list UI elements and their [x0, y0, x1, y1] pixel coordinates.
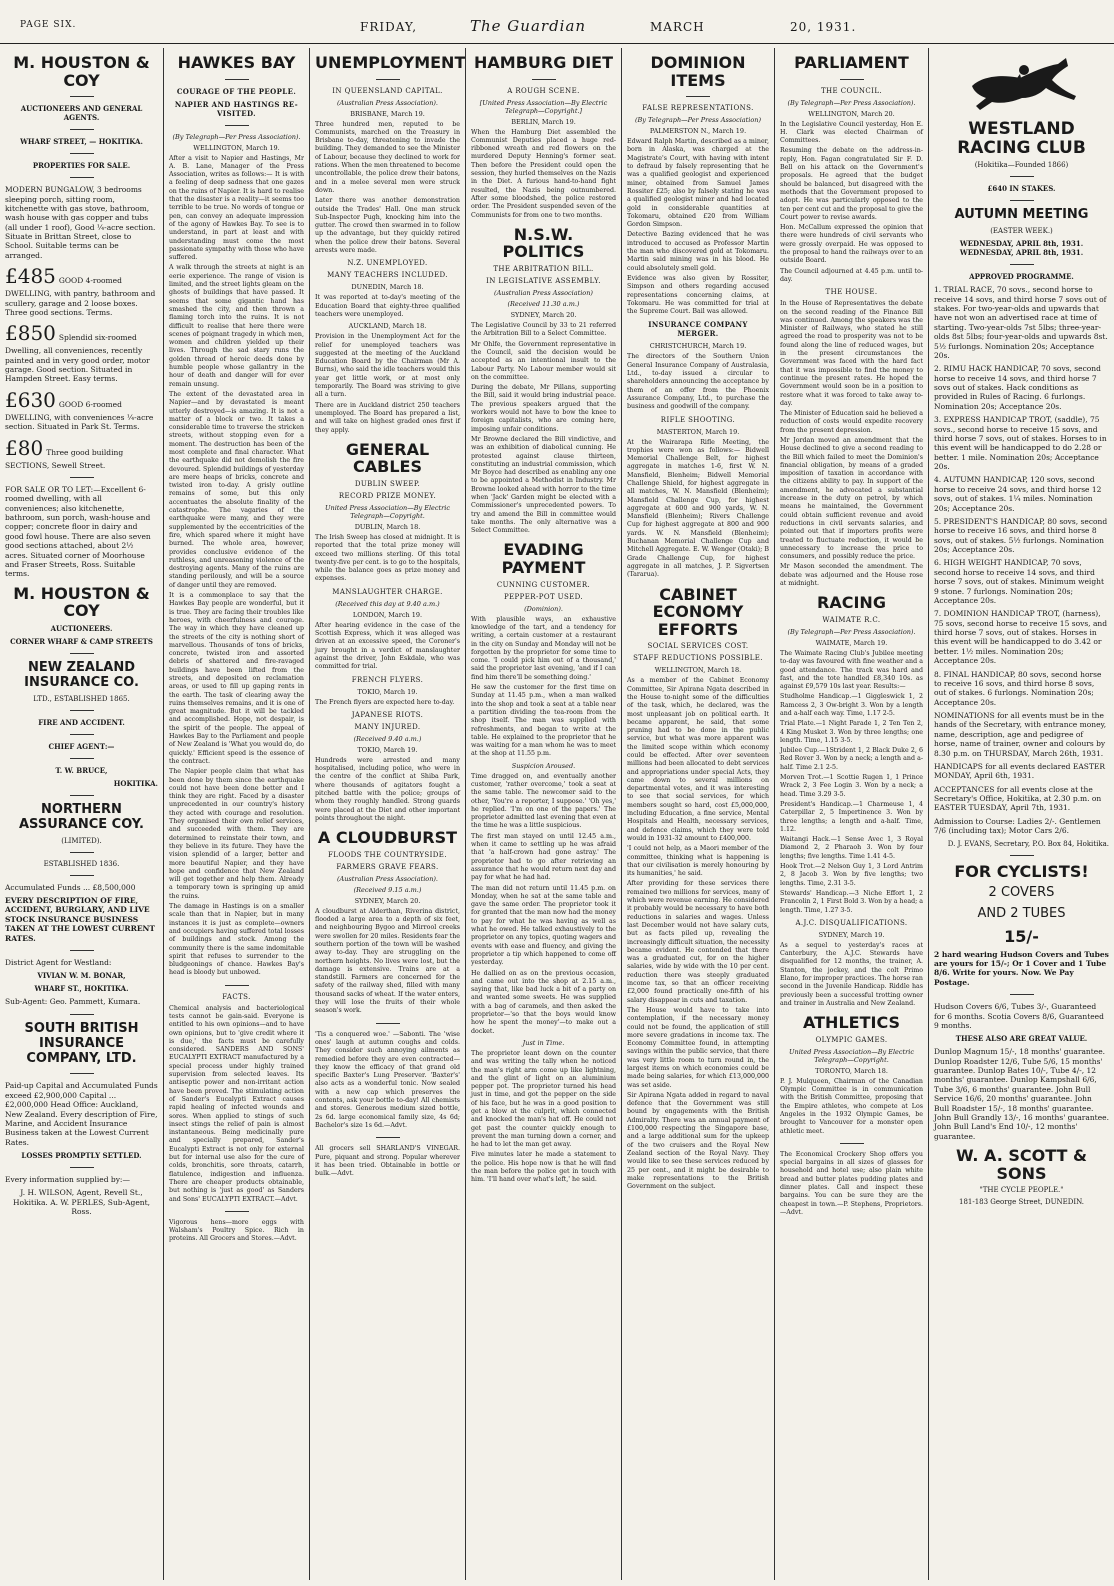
- article-paragraph: Three hundred men, reputed to be Communists, marched on the Treasury in Brisbane to-day, threatening to invade the building. They demanded to see the Minister of Labour, because they declined to work for rations. When the men threatened to become uncontrollable, the police drew their batons, and in a melee several men were struck down.: [315, 120, 461, 194]
- masthead-date: 20, 1931.: [790, 20, 857, 34]
- article-subhead: OLYMPIC GAMES.: [815, 1035, 888, 1044]
- advert-heading: FOR CYCLISTS!: [954, 861, 1089, 881]
- article-paragraph: When the Hamburg Diet assembled the Communist Deputies placed a huge red-ribboned wreath and red flowers on the murdered Deputy Henning's former seat. Then before the President could open the session, they hurled themselves on the Nazis in the Diet. A furious hand-to-hand fight resulted, the Nazis being outnumbered. After some bloodshed, the police restored order. The President suspended seven of the Communists for from one to two months.: [471, 128, 616, 219]
- advert-text: APPROVED PROGRAMME.: [969, 272, 1074, 282]
- column-hamburg-diet: [466, 48, 621, 1580]
- advert-heading: NEW ZEALAND INSURANCE CO.: [24, 659, 139, 690]
- article-subhead: FRENCH FLYERS.: [351, 675, 424, 684]
- column-parliament: [775, 48, 928, 1580]
- advert-text: FIRE AND ACCIDENT.: [38, 717, 125, 727]
- advert-text: HANDICAPS for all events declared EASTER MONDAY, April 6th, 1931.: [934, 761, 1105, 781]
- article-paragraph: He saw the customer for the first time on Sunday at 11.45 p.m., when a man walked into the shop and took a seat at a table near a partition dividing the tea-room from the shop itself. The man was supplied with refreshments, and began to write at the table. He explained to the proprietor that he was waiting for a man whom he was to meet at the shop at 11.55 p.m.: [471, 684, 616, 758]
- column-dominion-items: [622, 48, 774, 1580]
- advert-text: CORNER WHARF & CAMP STREETS: [10, 636, 153, 646]
- article-headline: ATHLETICS: [803, 1013, 900, 1033]
- article-paragraph: The House would have to take into contemplation, if the necessary money could not be found, the application of still more severe gradations in income tax. The Economy Committee found, in attempting savings within the public service, that there was very little room to turn round in, the largest items on which economies could be made being salaries, for which £13,000,000 was set aside.: [627, 1006, 769, 1089]
- advert-text: 2 hard wearing Hudson Covers and Tubes are yours for 15/-; Or 1 Cover and 1 Tube 8/6. Write for yours. Now. We Pay Postage.: [934, 949, 1109, 987]
- advert-text: T. W. BRUCE,: [55, 765, 108, 775]
- article-paragraph: During the debate, Mr Pillans, supporting the Bill, said it would bring industrial peace. The previous speakers argued that the workers would not have to bow the knee to foreign capitalists, who are coming here, imposing unfair conditions.: [471, 384, 616, 433]
- article-paragraph: 'I could not help, as a Maori member of the committee, thinking what is happening is that our civilisation is merely honouring by its humanities,' he said.: [627, 845, 769, 878]
- advert-text: Admission to Course: Ladies 2/-. Gentlemen 7/6 (including tax); Motor Cars 2/6.: [934, 816, 1101, 836]
- article-paragraph: All grocers sell SHARLAND'S VINEGAR. Pure, piquant and strong. Popular wherever it has been tried. Obtainable in bottle or bulk.—Advt.: [315, 1145, 460, 1178]
- article-subhead: Just in Time.: [522, 1038, 565, 1047]
- article-subhead: FACTS.: [222, 992, 251, 1001]
- article-dateline: SYDNEY, March 20.: [354, 896, 421, 905]
- article-paragraph: With plausible ways, an exhaustive knowledge of the tart, and a tendency for writing, a certain customer at a restaurant in the city on Sunday and Monday will not be forgotten by the proprietor for some time to come. 'I could pick him out of a thousand,' said the proprietor last evening, 'and if I can find him there'll be something doing.': [471, 615, 616, 681]
- article-paragraph: A walk through the streets at night is an eerie experience. The range of vision is limited, and the street lights gleam on the ghosts of buildings that have passed. It seems that some gigantic hand has smashed the city, and then thrown a flaming torch into the ruins. It is not difficult to realise that here there were scenes of poignant tragedy in which men, women and children yielded up their lives. Through the sad stary runs the golden thread of heroic deeds done by humble people whose gallantry in the hour of death and danger will for ever remain unsung.: [169, 264, 304, 388]
- race-entry: 1. TRIAL RACE, 70 sovs., second horse to receive 14 sovs, and third horse 7 sovs out of stakes. For two-year-olds and upwards that have not won an advertised race at time of starting. Two-year-olds 7st 5lbs; three-year-olds 8st 5lbs; four-year-olds and upwards 8st. 5½ furlongs. Nomination 20s; Acceptance 20s.: [934, 285, 1108, 360]
- article-headline: UNEMPLOYMENT: [315, 53, 465, 72]
- advert-text: Paid-up Capital and Accumulated Funds exceed £2,900,000 Capital ... £2,000,000 Head Office: Auckland, New Zealand. Every description of Fire, Marine, and Accident Insurance Business taken at the Lowest Current Rates.: [5, 1081, 158, 1147]
- article-paragraph: Mr Ohlfe, the Government representative in the Council, said the decision would be accepted as an intentional insult to the Labour Party. No Labour member would sit on the committee.: [471, 340, 616, 381]
- advert-heading: M. HOUSTON & COY: [13, 583, 150, 621]
- advert-text: PROPERTIES FOR SALE.: [32, 161, 131, 171]
- article-credit: (Australian Press Association).: [337, 874, 438, 883]
- article-subhead: Suspicion Aroused.: [511, 761, 576, 770]
- article-paragraph: Waitangi Hack.—1 Sense Avec 1, 3 Royal Diamond 2, 2 Pharaoh 3. Won by four lengths; five lengths. Time 1.41 4-5.: [780, 836, 923, 860]
- advert-heading: W. A. SCOTT & SONS: [956, 1146, 1087, 1183]
- advert-text: Three good building SECTIONS, Sewell Street.: [5, 447, 124, 470]
- article-paragraph: 'Tis a conquered woe.' —Sabonti. The 'wise ones' laugh at autumn coughs and colds. They consider such annoying ailments as remedied before they are even contracted—they know the efficacy of that grand old specific Baxter's Lung Preserver. 'Baxter's' also acts as a wonderful tonic. Now sealed with a new cap which preserves the contents, ask your bottle to-day! All chemists and stores. Generous medium sized bottle, 2s 6d. large economical family size, 4s 6d; Bachelor's size 1s 6d.—Advt.: [315, 1030, 460, 1129]
- race-entry: 8. FINAL HANDICAP, 80 sovs, second horse to receive 16 sovs, and third horse 8 sovs, out of stakes. 6 furlongs. Nomination 20s; Acceptance 20s.: [934, 669, 1102, 707]
- article-dateline: TOKIO, March 19.: [357, 745, 418, 754]
- article-paragraph: Mr Mason seconded the amendment. The debate was adjourned and the House rose at midnight.: [780, 563, 923, 588]
- advert-text: ESTABLISHED 1836.: [43, 859, 120, 868]
- article-subhead: JAPANESE RIOTS.: [351, 710, 424, 719]
- article-dateline: WELLINGTON, March 19.: [193, 143, 280, 152]
- article-headline: CABINET ECONOMY EFFORTS: [652, 584, 744, 639]
- advert-text: GOOD 4-roomed DWELLING, with pantry, bathroom and scullery, garage and 2 loose boxes. Three good sections. Terms.: [5, 276, 156, 317]
- article-dateline: BERLIN, March 19.: [511, 117, 576, 126]
- article-paragraph: The extent of the devastated area in Napier—and by devastated is meant utterly destroyed—is amazing. It is not a matter of a block or two. It takes a considerable time to traverse the stricken streets, without stopping even for a moment. The destruction has been of the most complete and final character. What the earthquake did not demolish the fire devoured. Splendid buildings of yesterday are mere heaps of bricks, concrete and twisted iron to-day. A grisly outline remains of some, but this only accentuates the absolute finality of the catastrophe. The vagaries of the earthquake were many, and they were supplemented by the eccentricities of the fire, which spared where it might have burned. The whole area, however, provides conclusive evidence of the ruthless, and unreasoning violence of the destroying agents. Many of the ruins are standing perilously, and will be a source of danger until they are removed.: [169, 390, 304, 589]
- article-paragraph: After hearing evidence in the case of the Scottish Express, which it was alleged was driven at an excessive speed, the Coroner's jury brought in a verdict of manslaughter against the driver, John Eskdale, who was committed for trial.: [315, 621, 460, 671]
- article-paragraph: P. J. Mulqueen, Chairman of the Canadian Olympic Committee is in communication with the British Committee, proposing that the Empire athletes, who compete at Los Angeles in the 1932 Olympic Games, be brought to Vancouver for a monster open athletic meet.: [780, 1077, 923, 1135]
- price: £485: [5, 264, 56, 289]
- article-paragraph: In the House of Representatives the debate on the second reading of the Finance Bill was continued. Among the speakers was the Minister of Railways, who stated he still agreed the road to prosperity was not to be found along the line of reduced wages, but in the present circumstances the Government was faced with the hard fact that it was impossible to find the money to continue the present rates. He hoped the Government would soon be in a position to restore what it was forced to take away to-day.: [780, 300, 923, 407]
- article-subhead: IN QUEENSLAND CAPITAL.: [332, 86, 443, 95]
- article-paragraph: After a visit to Napier and Hastings, Mr A. B. Lane, Manager of the Press Association, writes as follows:— It is with a feeling of deep sadness that one gazes on the ruins of Napier. It is hard to realise that the disaster is a reality—it seems too terrible to be true. No words of tongue or pen, can convey an adequate impression of the agony of Hawkes Bay. To see is to understand, in part at least and with understanding must come the most passionate sympathy with those who have suffered.: [169, 154, 304, 262]
- advert-text: HOKITIKA.: [113, 778, 158, 788]
- race-entry: 5. PRESIDENT'S HANDICAP, 80 sovs, second horse to receive 16 sovs, and third horse 8 sovs, out of stakes. 5½ furlongs. Nomination 20s; Acceptance 20s.: [934, 516, 1108, 555]
- article-credit: (Received 9.15 a.m.): [353, 885, 422, 894]
- article-subhead: A.J.C. DISQUALIFICATIONS.: [795, 918, 908, 927]
- advert-text: J. H. WILSON, Agent, Revell St., Hokitika. A. W. PERLES, Sub-Agent, Ross.: [13, 1188, 150, 1217]
- advert-price: 15/-: [1004, 927, 1039, 947]
- article-paragraph: The Legislative Council by 33 to 21 referred the Arbitration Bill to a Select Committee.: [471, 322, 616, 338]
- article-subhead: NAPIER AND HASTINGS RE-VISITED.: [174, 99, 299, 118]
- article-paragraph: Chemical analysis and bacteriological tests cannot be gain-said. Everyone is entitled to his own opinions—and to have own opinions, but to 'give credit where it is due,' the facts must be carefully considered. SANDERS AND SONS' EUCALYPTI EXTRACT manufactured by a special process under highly trained supervision from selected leaves. Its antiseptic power and non-irritant action have been proved. The stimulating action of Sander's Eucalypti Extract causes rapid healing of infected wounds and sores. When applied to stings of such insect stings the relief of pain is almost instantaneous. Being medicinally pure and specially prepared, Sander's Eucalypti Extract is not only for external but for internal use also for the cure of colds, bronchitis, sore throats, catarrh, flatulence, indigestion and influenza. There are cheaper products obtainable, but nothing is 'just as good' as Sanders and Sons' EUCALYPTI EXTRACT.—Advt.: [169, 1004, 304, 1203]
- article-paragraph: The damage in Hastings is on a smaller scale than that in Napier, but in many instances it is just as complete—owners and occupiers having suffered total losses of buildings and stock. Among the community there is the same indomitable spirit that refuses to surrender to the bludgeonings of chance. Hawkes Bay's head is bloody but unbowed.: [169, 903, 304, 977]
- advert-text: CHIEF AGENT:—: [48, 741, 115, 751]
- article-paragraph: The man did not return until 11.45 p.m. on Monday, when he sat at the same table and gave the same order. The proprietor took it for granted that the man now had the money to pay for what he was having as well as what he owed. He talked exhaustively to the proprietor on any topics, quoting wagers and events with ease and fluency, and giving the proprietor a tip which happened to come off yesterday.: [471, 884, 616, 967]
- article-credit: [United Press Association—By Electric Telegraph—Copyright.]: [479, 98, 608, 115]
- article-paragraph: Jubilee Cup.—1Strident 1, 2 Black Duke 2, 6 Red Rover 3. Won by a neck; a length and a-half. Time 2.1 2-5.: [780, 747, 923, 771]
- article-subhead: A ROUGH SCENE.: [507, 86, 580, 95]
- advert-heading: WESTLAND RACING CLUB: [957, 119, 1086, 158]
- advert-heading: AUTUMN MEETING: [954, 207, 1089, 223]
- article-paragraph: The Waimate Racing Club's Jubilee meeting to-day was favoured with fine weather and a good attendance. The track was hard and fast, and the tote handled £8,340 10s. as against £9,579 10s last year. Results:—: [780, 649, 923, 691]
- article-credit: (Received 11.30 a.m.): [507, 300, 580, 309]
- article-dateline: CHRISTCHURCH, March 19.: [649, 342, 747, 351]
- advert-text: Every information supplied by:—: [5, 1175, 130, 1185]
- advert-text: (EASTER WEEK.): [990, 227, 1053, 236]
- article-credit: United Press Association—By Electric Telegraph—Copyright.: [789, 1047, 914, 1064]
- article-credit: (By Telegraph—Per Press Association): [634, 116, 761, 125]
- article-subhead: FALSE REPRESENTATIONS.: [642, 104, 754, 113]
- article-paragraph: Time dragged on, and eventually another customer, 'rather overcome,' took a seat at the same table. The newcomer said to the other, 'You're a reporter, I suppose.' 'Oh yes,' he replied. 'I'm on one of the papers.' The proprietor admitted last evening that even at the time he was a little suspicious.: [471, 772, 616, 830]
- article-subhead: MANY INJURED.: [354, 722, 421, 731]
- race-entry: 6. HIGH WEIGHT HANDICAP, 70 sovs, second horse to receive 14 sovs, and third horse 7 sovs, out of stakes. Minimum weight 9 stone. 7 furlongs. Nomination 20s; Acceptance 20s.: [934, 558, 1104, 605]
- article-subhead: SOCIAL SERVICES COST.: [647, 642, 749, 651]
- advert-text: District Agent for Westland:: [5, 957, 112, 967]
- article-paragraph: Mr Jordan moved an amendment that the House declined to give a second reading to the Bill which failed to meet the Dominion's financial obligation, by means of a graded imposition of taxation in accordance with the citizens ability to pay. In support of the amendment, he advocated a substantial increase in the duty on petrol, by which means he maintained, the Government could obtain sufficient revenue and avoid reductions in civil servants salaries, and pointed out that if importers profits were treated to fluctuate reduction, it would be unnecessary to increase the price to consumers, and possibly reduce the price.: [780, 436, 923, 561]
- race-entry: 7. DOMINION HANDICAP TROT, (harness), 75 sovs, second horse to receive 15 sovs, and third horse 7 sovs, out of stakes. Horses in this event will be handicapped to do 3.42 or better. 1½ miles. Nomination 20s; Acceptance 20s.: [934, 609, 1108, 666]
- article-paragraph: Morven Trot.—1 Scottie Rugen 1, 1 Prince Wrack 2, 3 Fee Login 3. Won by a neck; a head. Time 3.29 3-5.: [780, 774, 923, 798]
- article-paragraph: The directors of the Southern Union General Insurance Company of Australasia, Ltd., to-day issued a circular to shareholders announcing the acceptance by them of an offer from the Phoenix Assurance Company, Ltd., to purchase the business and goodwill of the company.: [627, 353, 769, 411]
- advert-heading: NORTHERN ASSURANCE COY.: [19, 801, 144, 832]
- article-subhead: MANY TEACHERS INCLUDED.: [327, 271, 448, 280]
- article-subhead: RECORD PRIZE MONEY.: [338, 491, 437, 500]
- article-subhead: N.Z. UNEMPLOYED.: [347, 259, 428, 268]
- article-dateline: MASTERTON, March 19.: [656, 427, 740, 436]
- article-dateline: TOKIO, March 19.: [357, 687, 418, 696]
- article-subhead: INSURANCE COMPANY MERGER.: [648, 320, 748, 339]
- article-paragraph: Studholme Handicap.—1 Giggleswick 1, 2 Ramcess 2, 3 Ow-bright 3. Won by a length and a-half each way. Time, 1.17 2-5.: [780, 693, 923, 717]
- article-paragraph: Resuming the debate on the address-in-reply, Hon. Fagan congratulated Sir F. D. Bell on his attack on the Government's proposals. He agreed that the budget should be balanced, but disagreed with the methods that the Government proposed to adopt. He was particularly opposed to the ten per cent cut and the proposal to give the Court power to revise awards.: [780, 147, 923, 221]
- advert-text: GOOD 6-roomed DWELLING, with conveniences ¼-acre section. Situated in Park St. Terms.: [5, 399, 154, 432]
- article-paragraph: Five minutes later he made a statement to the police. His hope now is that he will find the man before the police get in touch with him. 'I'll hand over what's left,' he said.: [471, 1151, 616, 1184]
- article-headline: HAMBURG DIET: [474, 53, 613, 72]
- article-subhead: THE HOUSE.: [825, 288, 878, 297]
- article-dateline: WELLINGTON, March 18.: [654, 666, 742, 675]
- advert-text: VIVIAN W. M. BONAR,: [37, 971, 126, 981]
- article-paragraph: The Minister of Education said he believed a reduction of costs would expedite recovery from the present depression.: [780, 410, 923, 434]
- article-paragraph: The Economical Crockery Shop offers you special bargains in all sizes of glasses for household and hotel use; also plain white bread and butter plates pudding plates and dinner plates. Call and inspect these bargains. You can be sure they are the cheapest in town.—P. Stephens, Proprietors.—Advt.: [780, 1150, 923, 1216]
- advert-text: NOMINATIONS for all events must be in the hands of the Secretary, with entrance money, name, description, age and pedigree of horse, name of trainer, owner and colours by 8.30 p.m. on THURSDAY, March 26th, 1931.: [934, 711, 1107, 758]
- article-dateline: TORONTO, March 18.: [815, 1066, 888, 1075]
- article-headline: N.S.W. POLITICS: [502, 224, 585, 262]
- article-dateline: WELLINGTON, March 20.: [808, 109, 895, 118]
- column-hawkes-bay: [164, 48, 309, 1580]
- column-racing-club: [929, 48, 1114, 1580]
- article-headline: GENERAL CABLES: [345, 439, 430, 477]
- article-credit: (By Telegraph—Per Press Association).: [787, 98, 916, 107]
- article-credit: United Press Association—By Electric Telegraph—Copyright.: [325, 503, 450, 520]
- advert-text: 181-183 George Street, DUNEDIN.: [959, 1198, 1084, 1207]
- article-paragraph: The Napier people claim that what has been done by them since the earthquake could not have been done better and I think they are right. Faced by a disaster unprecedented in our country's history they acted with courage and resolution. They organised their own relief services, and succeeded with them. They are determined to reinstate their town, and they believe in its future. They have the vision splendid of a larger, better and more beautiful Napier, and they have hope and confidence that New Zealand will get together and help them. Already a temporary town is springing up amid the ruins.: [169, 768, 304, 900]
- advert-text: MODERN BUNGALOW, 3 bedrooms sleeping porch, sitting room, kitchenette with gas stove, bathroom, wash house with gas copper and tubs (all under 1 roof), Good ¼-acre section. Situate in Brittan Street, close to School. Suitable terms can be arranged.: [5, 185, 156, 260]
- price: £80: [5, 435, 44, 460]
- article-paragraph: The French flyers are expected here to-day.: [315, 698, 455, 706]
- article-paragraph: Hon. McCallum expressed the opinion that there were hundreds of civil servants who were grossly overpaid. He was opposed to the proposal to hand the railways over to an outside Board.: [780, 224, 923, 265]
- advert-text: THESE ALSO ARE GREAT VALUE.: [955, 1034, 1088, 1044]
- article-subhead: THE COUNCIL.: [820, 86, 883, 95]
- masthead-day: FRIDAY,: [360, 20, 418, 34]
- article-paragraph: The proprietor leant down on the counter and was writing the tally when he noticed the man's right arm come up like lightning, and the glint of light on an aluminium pepper pot. The proprietor turned his head just in time, and got the pepper on the side of his face, but he was in a good position to get a blow at the culprit, which connected and knocked the man's hat off. He could not get past the counter quickly enough to prevent the man turning down a corner, and he had to let the man get away.: [471, 1049, 616, 1149]
- article-dateline: SYDNEY, March 19.: [818, 930, 885, 939]
- advert-text: Accumulated Funds ... £8,500,000: [5, 882, 136, 892]
- article-credit: (By Telegraph—Per Press Association).: [787, 627, 916, 636]
- article-dateline: DUNEDIN, March 18.: [351, 283, 424, 292]
- article-headline: EVADING PAYMENT: [501, 540, 586, 578]
- article-paragraph: Provision in the Unemployment Act for the relief for unemployed teachers was suggested at the meeting of the Auckland Education Board by the Chairman (Mr A. Burns), who said the idle teachers would this year get little work, or at most only temporarily. The Board was striving to give all a turn.: [315, 333, 460, 399]
- article-paragraph: Evidence was also given by Rossiter, Simpson and others regarding accused representations concerning claims, at Tokomaru. He was committed for trial at the Supreme Court. Bail was allowed.: [627, 274, 769, 316]
- article-credit: (Received 9.40 a.m.): [353, 734, 422, 743]
- advert-text: WHARF ST., HOKITIKA.: [34, 984, 129, 994]
- advert-text: AUCTIONEERS AND GENERAL AGENTS.: [20, 104, 143, 123]
- article-paragraph: A cloudburst at Alderthan, Riverina district, flooded a large area to a depth of six feet, and neighbouring Bygoo and Mirrool creeks were swollen for 20 miles. Residents fear the southern portion of the town will be washed away to-day. They are struggling on the northern heights. No lives were lost, but the damage is extensive. Trains are at a standstill. Farmers are concerned for the safety of the railway shed, filled with many thousand sacks of wheat. If the water enters, they will lose the fruits of their whole season's work.: [315, 907, 460, 1015]
- advert-text: LTD., ESTABLISHED 1865.: [33, 694, 130, 703]
- article-dateline: DUBLIN, March 18.: [354, 522, 421, 531]
- article-paragraph: Trial Plate.—1 Night Parade 1, 2 Ten Ten 2, 4 King Musket 3. Won by three lengths; one length. Time, 1.15 3-5.: [780, 720, 923, 744]
- advert-text: AUCTIONEERS.: [50, 623, 113, 633]
- article-credit: (Australian Press Association).: [337, 98, 438, 107]
- article-paragraph: As a sequel to yesterday's races at Canterbury, the A.J.C. Stewards have disqualified for 12 months, the trainer, A. Stanton, the jockey, and the colt Primo Elano, for improper practices. The horse ran second in the Juvenile Handicap. Riddle has previously been a successful trotting owner and trainer in Australia and New Zealand.: [780, 941, 923, 1007]
- race-entry: 2. RIMU HACK HANDICAP, 70 sovs, second horse to receive 14 sovs, and third horse 7 sovs out of stakes. Hack conditions as provided in Rules of Racing. 6 furlongs. Nomination 20s; Acceptance 20s.: [934, 364, 1101, 411]
- advert-text: D. J. EVANS, Secretary, P.O. Box 84, Hokitika.: [947, 839, 1109, 848]
- advert-heading: 2 COVERS: [988, 885, 1055, 901]
- article-subhead: WAIMATE R.C.: [822, 615, 881, 624]
- article-paragraph: The first man stayed on until 12.45 a.m., when it came to settling up he was afraid that 'a half-crown had gone astray.' The proprietor had to go after retrieving an assurance that he would return next day and pay for what he had had.: [471, 832, 616, 882]
- racehorse-illustration: [962, 52, 1082, 114]
- advert-text: (LIMITED).: [61, 836, 102, 845]
- advert-text: "THE CYCLE PEOPLE.": [979, 1186, 1064, 1195]
- advert-text: WHARF STREET, — HOKITIKA.: [20, 137, 143, 147]
- masthead: [0, 0, 1114, 44]
- race-entry: 4. AUTUMN HANDICAP, 120 sovs, second horse to receive 24 sovs, and third horse 12 sovs, out of stakes. 1¼ miles. Nomination 20s; Acceptance 20s.: [934, 475, 1102, 513]
- article-subhead: MANSLAUGHTER CHARGE.: [332, 587, 443, 596]
- article-headline: A CLOUDBURST: [317, 828, 458, 848]
- advert-text: (Hokitika—Founded 1866): [974, 161, 1069, 170]
- article-headline: HAWKES BAY: [177, 53, 296, 72]
- article-paragraph: It was reported at to-day's meeting of the Education Board that eighty-three qualified teachers were unemployed.: [315, 294, 460, 318]
- article-credit: (Dominion).: [524, 604, 563, 613]
- article-subhead: THE ARBITRATION BILL.: [493, 265, 594, 274]
- article-credit: (By Telegraph—Per Press Association).: [172, 132, 301, 141]
- article-subhead: STAFF REDUCTIONS POSSIBLE.: [633, 654, 763, 663]
- article-subhead: FLOODS THE COUNTRYSIDE.: [328, 850, 447, 859]
- article-credit: (Received this day at 9.40 a.m.): [335, 599, 440, 608]
- article-subhead: RIFLE SHOOTING.: [660, 415, 736, 424]
- article-paragraph: Edward Ralph Martin, described as a miner, born in Alaska, was charged at the Magistrate's Court, with having with intent to defraud by falsely representing that he was a qualified geologist and experienced miner, obtained from Samuel James Rossiter £25; also by falsely stating he was a qualified geologist miner and had located gold in considerable quantities at Tokomaru, obtained £20 from William Gordon Simpson.: [627, 138, 769, 229]
- article-subhead: FARMERS GRAVE FEARS.: [336, 862, 439, 871]
- article-paragraph: Vigorous hens—more eggs with Walsham's Poultry Spice. Rich in proteins. All Grocers and Stores.—Advt.: [169, 1218, 304, 1243]
- advert-text: Splendid six-roomed Dwelling, all conveniences, recently painted and in very good order, motor garage. Good section. Situated in Hampden Street. Easy terms.: [5, 333, 150, 384]
- article-paragraph: Hook Trot.—2 Nelson Guy 1, 3 Lord Antrim 2, 8 Jacob 3. Won by five lengths; two lengths. Time, 2.31 3-5.: [780, 863, 923, 887]
- advert-text: LOSSES PROMPTLY SETTLED.: [21, 1151, 142, 1161]
- price: £630: [5, 387, 56, 412]
- article-paragraph: The Council adjourned at 4.45 p.m. until to-day.: [780, 267, 923, 283]
- article-dateline: AUCKLAND, March 18.: [348, 322, 427, 331]
- article-paragraph: As a member of the Cabinet Economy Committee, Sir Apirana Ngata described in the House to-night some of the difficulties of the task, which, he declared, was the most unpleasant job on political earth. It became apparent, he said, that some pruning had to be done in the public service, but what was more apparent was the limited scope within which economy could be effected. After over seventeen millions had been allocated to debt services and appropriations under special Acts, they came down to several millions on departmental votes, and it was interesting to see that social services, for which members sought so hard, cost £5,000,000, including Education, a fine service, Mental Hospitals and Health, necessary services, and defence claims, which they were told would in 1931-32 amount to £400,000.: [627, 677, 769, 842]
- article-subhead: DUBLIN SWEEP.: [354, 479, 421, 488]
- article-dateline: PALMERSTON N., March 19.: [649, 127, 747, 136]
- article-headline: RACING: [817, 593, 886, 613]
- article-headline: PARLIAMENT: [794, 53, 909, 72]
- price: £850: [5, 321, 56, 346]
- article-paragraph: At the Wairarapa Rifle Meeting, the trophies were won as follows:— Bidwell Memorial Challenge Belt, for highest aggregate in matches 1-6, first W. N. Mansfield, Blenheim; Bidwell Memorial Challenge Shield, for highest aggregate in all matches, W. N. Mansfield (Blenheim); Mansfield Challenge Cup, for highest aggregate at 600 and 900 yards, W. N. Mansfield (Blenheim); Rivers Challenge Cup for highest aggregate at 800 and 900 yards. W. N. Mansfield (Blenheim); Buchanan Memorial Challenge Cup and Mitchell Aggregate. E. W. Wenger (Otaki); B Grade Challenge Cup, for highest aggregate in all matches, J. P. Sigvertsen (Tararua).: [627, 438, 769, 579]
- article-paragraph: After providing for these services there remained two millions for services, many of which were revenue earning. He considered it probably would be necessary to have both reductions in salaries and wages. Unless last December would not have salary cuts, but as facts piled up, revealing the increasingly difficult situation, the necessity became evident. He contended that there was a graduated cut, for on the higher salaries, wide by wide with the 10 per cent. reduction there was steeply graduated income tax, so that an officer receiving £2,000 found practically one-fifth of his salary disappear in cuts and taxation.: [627, 880, 769, 1004]
- advert-heading: M. HOUSTON & COY: [13, 53, 150, 90]
- advert-text: Dunlop Magnum 15/-, 18 months' guarantee. Dunlop Roadster 12/6, Tube 5/6, 15 months' guarantee. Dunlop Bates 10/-, Tube 4/-, 12 months' guarantee. Dunlop Kampshall 6/6, Tube 3/6, 6 months' guarantee. John Bull Service 16/6, 20 months' guarantee. John Bull Roadster 15/-, 18 months' guarantee. John Bull Grandly 13/-, 16 months' guarantee. John Bull Land's End 10/-, 12 months' guarantee.: [934, 1047, 1109, 1141]
- advert-text: ACCEPTANCES for all events close at the Secretary's Office, Hokitika, at 2.30 p.m. on EASTER TUESDAY, April 7th, 1931.: [934, 784, 1102, 813]
- article-paragraph: Later there was another demonstration outside the Trades' Hall. One man struck Sub-Inspector Pugh, knocking him into the gutter. The crowd then swarmed in to follow up the advantage, but they quickly retired when the police drew their batons. Several arrests were made.: [315, 197, 460, 255]
- article-paragraph: Stewards' Handicap.—3 Niche Effort 1, 2 Francolin 2, 1 First Bold 3. Won by a head; a length. Time, 1.27 3-5.: [780, 889, 923, 914]
- article-paragraph: There are in Auckland district 250 teachers unemployed. The Board has prepared a list, and will take on highest graded ones first if they apply.: [315, 401, 460, 434]
- advert-text: FOR SALE OR TO LET:—Excellent 6-roomed dwelling, with all conveniences; also kitchenette, bathroom, sun porch, wash-house and copper; concrete floor in dairy and good fowl house. There are also seven good sections attached, about 2½ acres. Situated corner of Moorhouse and Fraser Streets, Ross. Suitable terms.: [5, 484, 151, 579]
- article-paragraph: Hundreds were arrested and many hospitalised, including police, who were in the centre of the conflict at Shiba Park, where thousands of agitators fought a pitched battle with the police; groups of whom they roughly handled. Strong guards were placed at the Diet and other important points throughout the night.: [315, 756, 460, 822]
- article-subhead: IN LEGISLATIVE ASSEMBLY.: [486, 277, 601, 286]
- advert-text: Hudson Covers 6/6, Tubes 3/-, Guaranteed for 6 months. Scotia Covers 8/6, Guaranteed 9 months.: [934, 1002, 1104, 1030]
- race-entry: 3. EXPRESS HANDICAP TROT, (saddle), 75 sovs., second horse to receive 15 sovs, and third horse 7 sovs, out of stakes. Horses to in this event will be handicapped to do 2.28 or better. 1 mile. Nomination 20s; Acceptance 20s.: [934, 415, 1107, 472]
- advert-text: EVERY DESCRIPTION OF FIRE, ACCIDENT, BURGLARY, AND LIVE STOCK INSURANCE BUSINESS TAKEN AT THE LOWEST CURRENT RATES.: [5, 896, 155, 943]
- article-dateline: WAIMATE, March 19.: [815, 638, 888, 647]
- article-paragraph: He dallied on as on the previous occasion, and came out into the shop at 2.15 a.m., saying that, like bad luck a bit of a party on and wanted some sweets. He was supplied with a bag of caramels, and then asked the proprietor—'so that the boys would know how he spent the money'—to make out a docket.: [471, 969, 616, 1035]
- article-paragraph: In the Legislative Council yesterday, Hon E. H. Clark was elected Chairman of Committees.: [780, 120, 923, 145]
- advert-text: £640 IN STAKES.: [987, 184, 1056, 194]
- article-paragraph: Detective Bazing evidenced that he was introduced to accused as Professor Martin the man who discovered gold at Tokomaru. Martin said mining was in his blood. He could absolutely smell gold.: [627, 231, 769, 272]
- article-paragraph: Sir Apirana Ngata added in regard to naval defence that the Government was still bound by engagements with the British Admiralty. There was an annual payment of £100,000 respecting the Singapore base, and a large additional sum for the upkeep of the two cruisers and the Royal New Zealand section of the Royal Navy. They would like to see these services reduced by 25 per cent., and it might be desirable to make representations to the British Government on the subject.: [627, 1091, 769, 1191]
- masthead-title: The Guardian: [470, 17, 587, 35]
- article-credit: (Australian Press Association): [494, 289, 593, 298]
- article-paragraph: Mr Browne declared the Bill vindictive, and was an exhibition of diabolical cunning. He protested against clause thirteen, constituting an industrial commission, which Mr Boyce had described as enabling any one to be appointed a Methodist in Industry. Mr Browne looked ahead with horror to the time when 'Jack' Garden might be elected with a Commissioner's unprecedented powers. To try and amend the Bill in committee would take months. The only alternative was a Select Committee.: [471, 435, 616, 535]
- advert-heading: AND 2 TUBES: [977, 906, 1066, 922]
- advert-text: WEDNESDAY, APRIL 8th, 1931. WEDNESDAY, APRIL 8th, 1931.: [959, 239, 1084, 258]
- article-paragraph: President's Handicap.—1 Charmeuse 1, 4 Caterpillar 2, 5 Impertinence 3. Won by three lengths; a length and a-half. Time, 1.12.: [780, 800, 923, 833]
- masthead-month: MARCH: [650, 20, 705, 34]
- article-headline: DOMINION ITEMS: [650, 53, 746, 90]
- advert-heading: SOUTH BRITISH INSURANCE COMPANY, LTD.: [24, 1020, 139, 1066]
- article-paragraph: The Irish Sweep has closed at midnight. It is reported that the total prize money will exceed two millions sterling. Of this total twenty-five per cent. is to go to the hospitals, while the balance goes as prize money and expenses.: [315, 533, 460, 583]
- article-subhead: PEPPER-POT USED.: [503, 592, 584, 601]
- article-dateline: SYDNEY, March 20.: [510, 311, 577, 320]
- column-advertisements: [0, 48, 163, 1580]
- article-dateline: BRISBANE, March 19.: [350, 109, 425, 118]
- article-dateline: LONDON, March 19.: [352, 610, 423, 619]
- advert-text: Sub-Agent: Geo. Pammett, Kumara.: [5, 997, 141, 1007]
- article-subhead: CUNNING CUSTOMER.: [496, 580, 591, 589]
- article-subhead: COURAGE OF THE PEOPLE.: [176, 86, 297, 96]
- page-number: PAGE SIX.: [20, 20, 77, 30]
- column-unemployment: [310, 48, 465, 1580]
- article-paragraph: It is a commonplace to say that the Hawkes Bay people are wonderful, but it is true. They are facing their troubles like heroes, with cheerfulness and courage. The way in which they have cleaned up the streets of the city is nothing short of marvellous. Thousands of tons of bricks, concrete, twisted iron and assorted debris of shattered and fire-ravaged buildings have been lifted from the streets, and deposited on reclamation areas, or used to fill up gaping rents in the earth. The task of clearing away the ruins themselves remains, and it is one of great magnitude. But it will be tackled and accomplished. Hope, not despair, is the spirit of the people. The appeal of Hawkes Bay to the Parliament and people of New Zealand is 'What you would do, do quickly.' Efficient speed is the essence of the contract.: [169, 592, 304, 765]
